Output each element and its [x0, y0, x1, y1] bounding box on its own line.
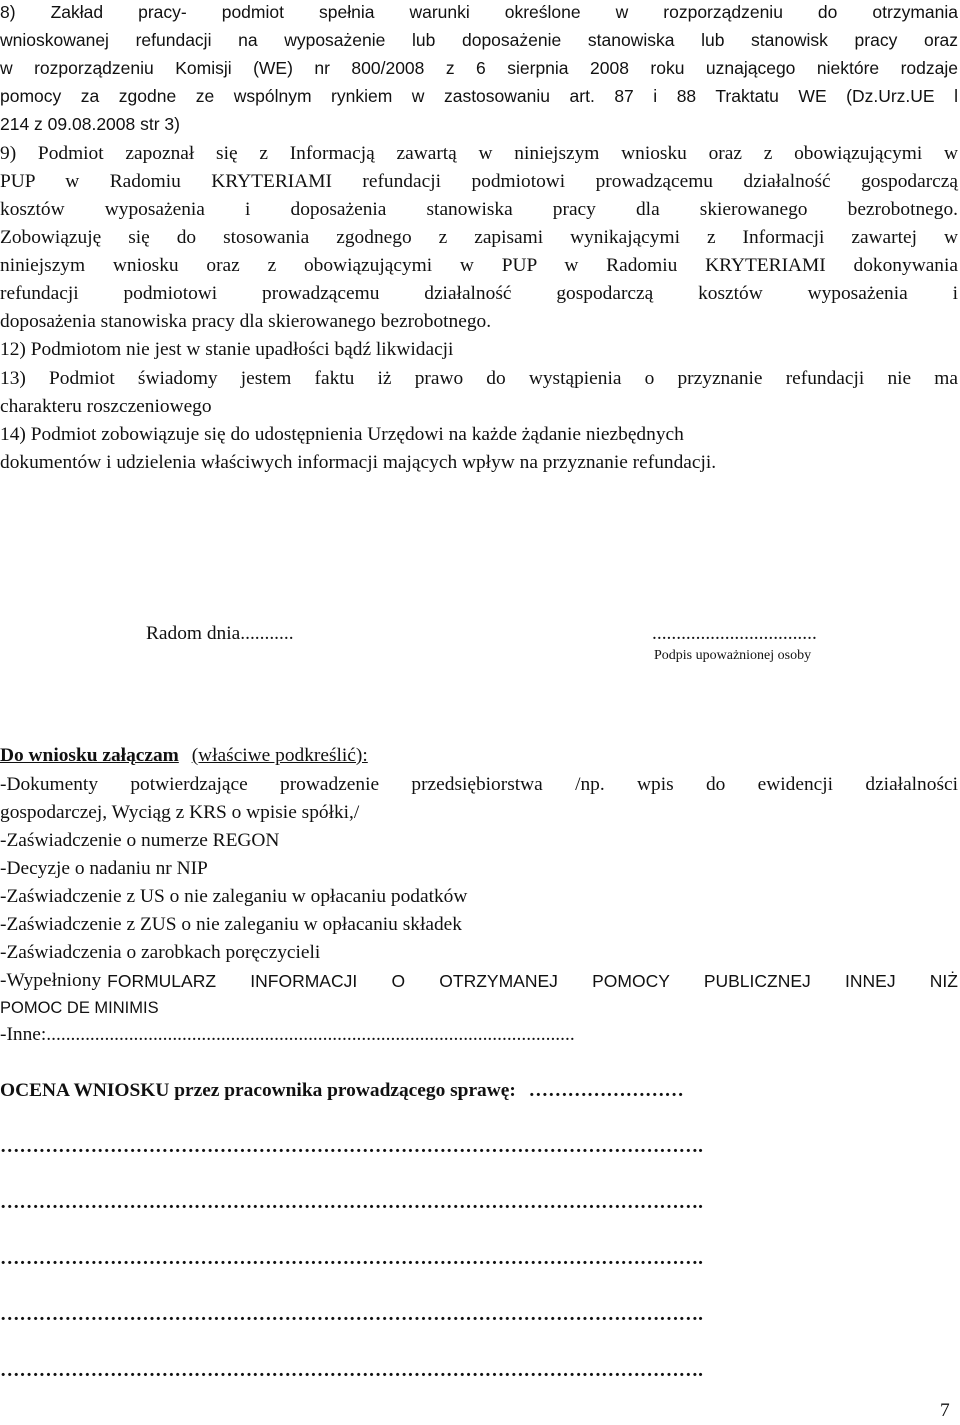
item-14-line: 14) Podmiot zobowiązuje się do udostępnienia Urzędowi na każde żądanie niezbędnych [0, 424, 684, 445]
evaluation-dot-line: ………………………………………………………………………………………………. [0, 1304, 703, 1325]
item-8-line: wnioskowanej refundacji na wyposażenie lub doposażenie stanowiska lub stanowisk pracy oraz [0, 30, 958, 50]
attachments-heading-row [0, 742, 958, 770]
evaluation-dot-line: ………………………………………………………………………………………………. [0, 1248, 703, 1269]
item-13-line: charakteru roszczeniowego [0, 396, 212, 417]
item-9-line: kosztów wyposażenia i doposażenia stanowiska pracy dla skierowanego bezrobotnego. [0, 199, 958, 220]
attachment-item: -Zaświadczenie z US o nie zaleganiu w opłacaniu podatków [0, 886, 468, 907]
attachment-item: -Dokumenty potwierdzające prowadzenie przedsiębiorstwa /np. wpis do ewidencji działalności [0, 774, 958, 795]
item-9-line: PUP w Radomiu KRYTERIAMI refundacji podmiotowi prowadzącemu działalność gospodarczą [0, 171, 958, 192]
page-number: 7 [940, 1400, 950, 1421]
attachment-form-title-cont: POMOC DE MINIMIS [0, 999, 159, 1017]
attachment-item: -Zaświadczenie o numerze REGON [0, 830, 280, 851]
signature-label: Podpis upoważnionej osoby [654, 648, 812, 663]
attachments-heading: Do wniosku załączam [0, 745, 179, 766]
evaluation-dot-line: ………………………………………………………………………………………………. [0, 1136, 703, 1157]
attachment-item: gospodarczej, Wyciąg z KRS o wpisie spółki,/ [0, 802, 360, 823]
place-date: Radom dnia........... [146, 623, 294, 644]
item-9-line: Zobowiązuję się do stosowania zgodnego z zapisami wynikającymi z Informacji zawartej w [0, 227, 958, 248]
attachments-heading-note: (właściwe podkreślić): [191, 745, 368, 766]
item-8-line: w rozporządzeniu Komisji (WE) nr 800/2008 z 6 sierpnia 2008 roku uznającego niektóre rodzaje [0, 58, 958, 78]
attachment-item: -Zaświadczenie z ZUS o nie zaleganiu w opłacaniu składek [0, 914, 462, 935]
signature-dots: .................................. [652, 623, 817, 644]
attachment-form-row [0, 967, 958, 995]
item-14-line: dokumentów i udzielenia właściwych informacji mających wpływ na przyznanie refundacji. [0, 452, 717, 473]
item-9-line: doposażenia stanowiska pracy dla skierowanego bezrobotnego. [0, 311, 492, 332]
item-9-line: refundacji podmiotowi prowadzącemu działalność gospodarczą kosztów wyposażenia i [0, 283, 958, 304]
item-13-line: 13) Podmiot świadomy jestem faktu iż prawo do wystąpienia o przyznanie refundacji nie ma [0, 368, 958, 389]
attachment-item: -Decyzje o nadaniu nr NIP [0, 858, 208, 879]
attachment-form-title: FORMULARZ INFORMACJI O OTRZYMANEJ POMOCY PUBLICZNEJ INNEJ NIŻ [107, 971, 958, 991]
evaluation-heading: OCENA WNIOSKU przez pracownika prowadzącego sprawę: [0, 1080, 516, 1101]
item-12: 12) Podmiotom nie jest w stanie upadłości bądź likwidacji [0, 339, 454, 360]
evaluation-dot-line: ………………………………………………………………………………………………. [0, 1192, 703, 1213]
evaluation-heading-row [0, 1077, 958, 1105]
attachment-form-prefix: -Wypełniony [0, 970, 102, 991]
evaluation-heading-dots: …………………… [528, 1080, 684, 1101]
item-9-line: niniejszym wniosku oraz z obowiązującymi w PUP w Radomiu KRYTERIAMI dokonywania [0, 255, 958, 276]
item-8-line: 8) Zakład pracy- podmiot spełnia warunki określone w rozporządzeniu do otrzymania [0, 2, 958, 22]
attachment-other: -Inne:............................................................................................................. [0, 1024, 575, 1045]
item-9-line: 9) Podmiot zapoznał się z Informacją zawartą w niniejszym wniosku oraz z obowiązującymi w [0, 143, 958, 164]
item-8-line: 214 z 09.08.2008 str 3) [0, 114, 180, 134]
attachment-item: -Zaświadczenia o zarobkach poręczycieli [0, 942, 321, 963]
evaluation-dot-line: ………………………………………………………………………………………………. [0, 1360, 703, 1381]
item-8-line: pomocy za zgodne ze wspólnym rynkiem w zastosowaniu art. 87 i 88 Traktatu WE (Dz.Urz.UE l [0, 86, 958, 106]
